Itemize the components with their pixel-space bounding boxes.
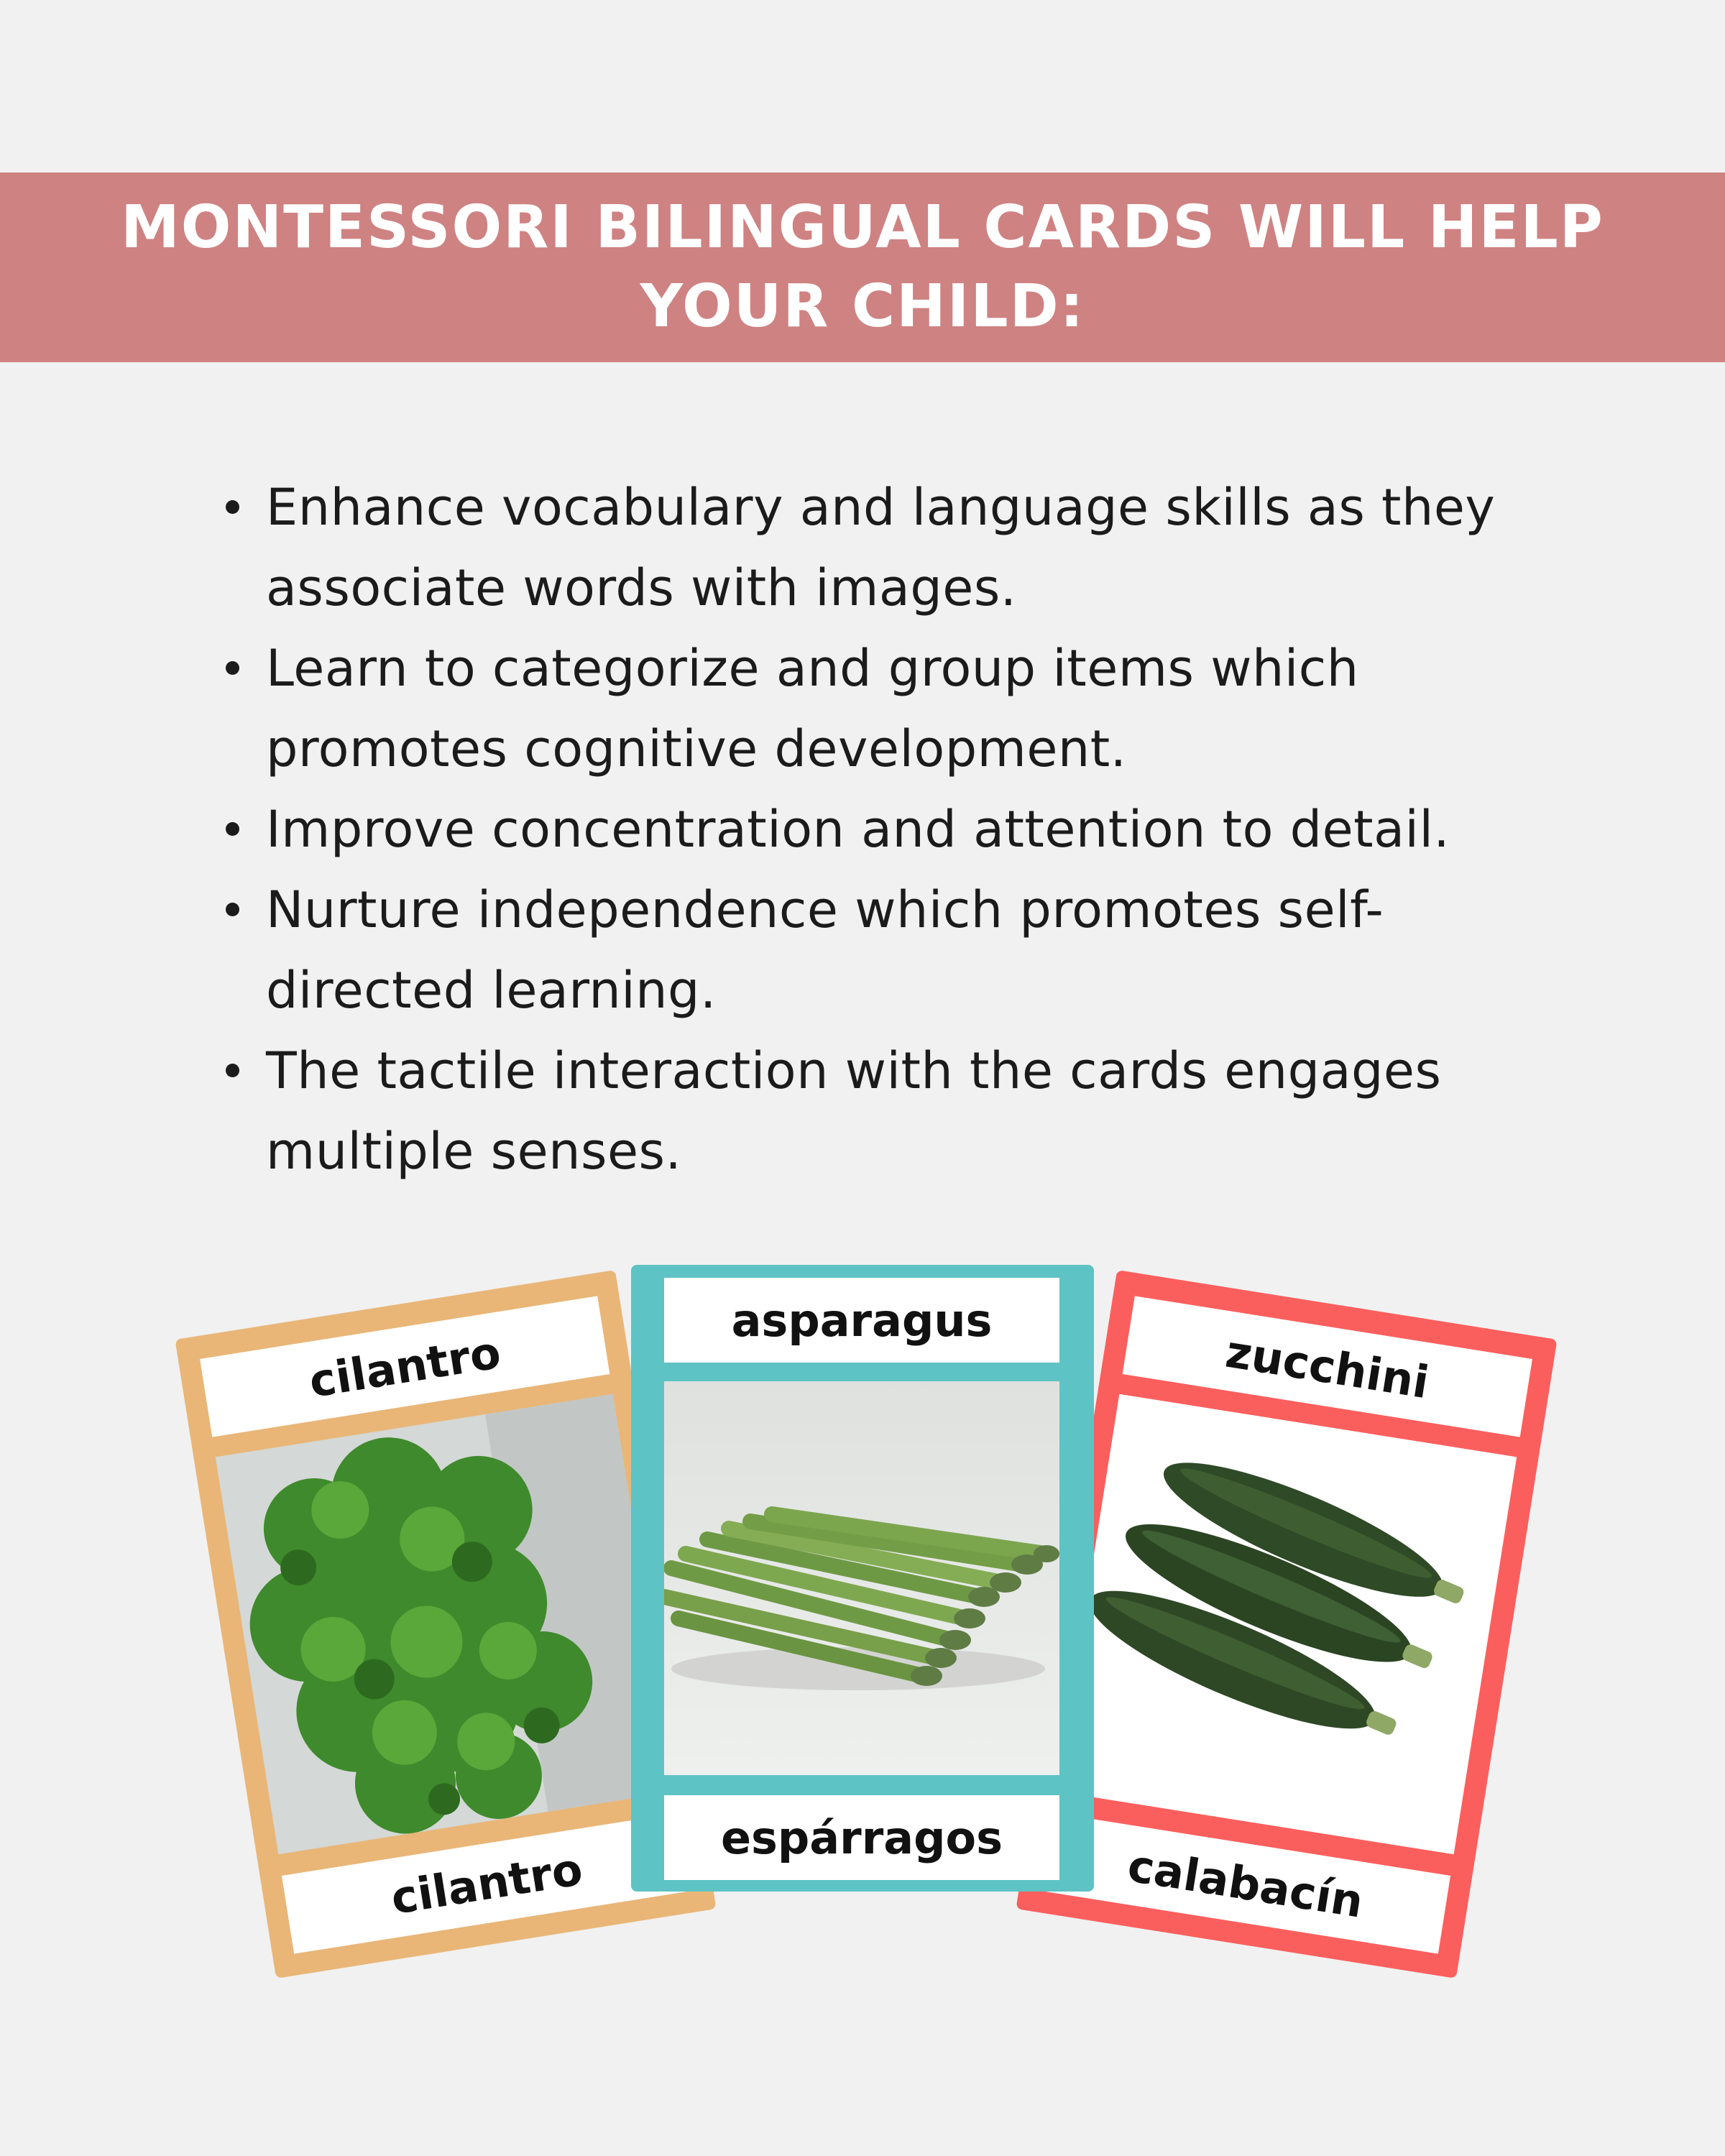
list-item: Learn to categorize and group items which promotes cognitive development. [223,628,1560,789]
list-item: Improve concentration and attention to detail. [223,789,1560,870]
header-banner [0,172,1725,362]
card-english-label: zucchini [1123,1296,1532,1437]
benefits-list [223,467,1560,1192]
asparagus-card [631,1265,1094,1892]
page-title: MONTESSORI BILINGUAL CARDS WILL HELP YOUR CHILD: [121,193,1604,341]
zucchini-photo [1057,1394,1517,1855]
zucchini-card [1016,1270,1557,1978]
asparagus-photo [664,1381,1059,1775]
card-spanish-label: espárragos [664,1795,1059,1880]
list-item: The tactile interaction with the cards engages multiple senses. [223,1031,1560,1192]
list-item: Nurture independence which promotes self-directed learning. [223,870,1560,1031]
card-spanish-label: calabacín [1041,1812,1450,1953]
cilantro-photo [216,1394,676,1855]
list-item: Enhance vocabulary and language skills as they associate words with images. [223,467,1560,628]
card-spanish-label: cilantro [282,1812,691,1953]
card-english-label: cilantro [200,1296,610,1437]
card-english-label: asparagus [664,1278,1059,1363]
